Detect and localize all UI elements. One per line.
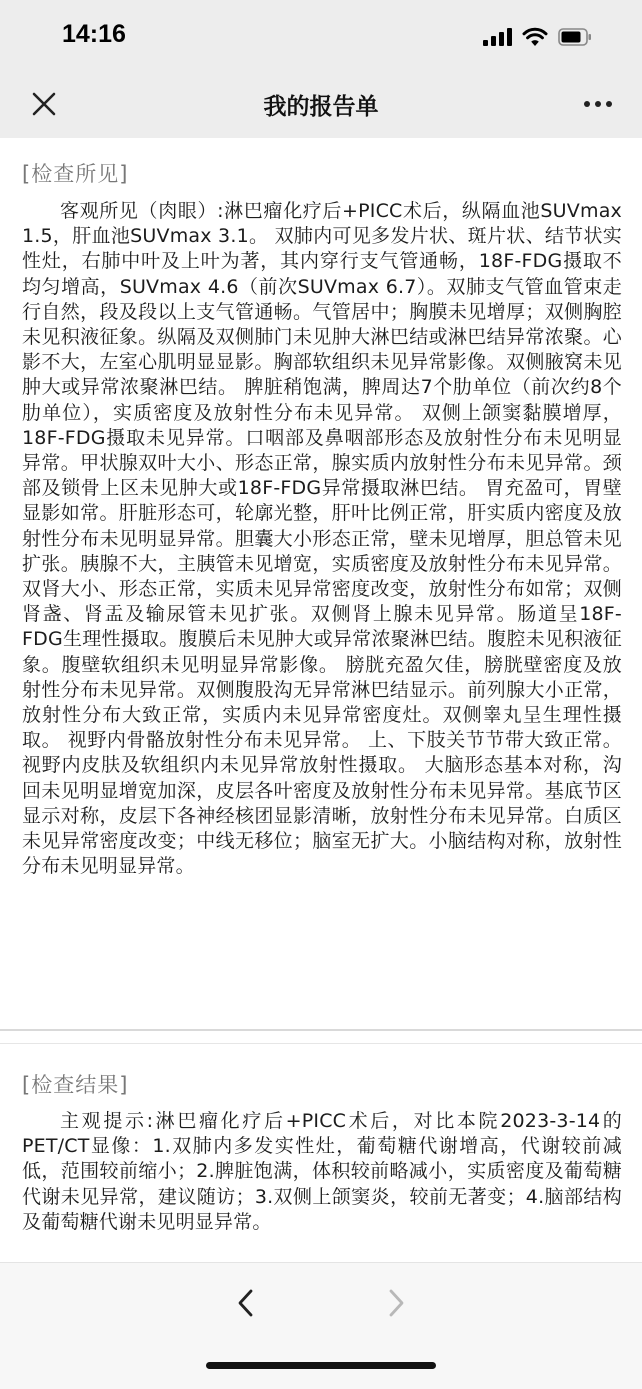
wifi-icon [522,27,548,47]
status-icons [483,26,592,48]
more-button[interactable] [578,84,618,124]
section-divider [0,1043,642,1044]
cellular-signal-icon [483,28,512,46]
chevron-right-icon [376,1283,416,1323]
battery-icon [558,28,592,46]
browser-toolbar [0,1262,642,1389]
results-title: [检查结果] [22,1073,129,1097]
back-button[interactable] [226,1283,266,1323]
section-divider [0,1029,642,1031]
findings-body: 客观所见（肉眼）:淋巴瘤化疗后+PICC术后，纵隔血池SUVmax 1.5，肝血池SUVmax 3.1。 双肺内可见多发片状、斑片状、结节状实性灶，右肺中叶及上叶为著，其内穿行支气管通畅，18F-FDG摄取不均匀增高，SUVmax 4.6（前次SUVmax 6.7）。双肺支气管血管束走行自然，段及段以上支气管通畅。气管居中；胸膜未见增厚；双侧胸腔未见积液征象。纵隔及双侧肺门未见肿大淋巴结或淋巴结异常浓聚。心影不大，左室心肌明显显影。胸部软组织未见异常影像。双侧腋窝未见肿大或异常浓聚淋巴结。 脾脏稍饱满，脾周达7个肋单位（前次约8个肋单位），实质密度及放射性分布未见异常。 双侧上颌窦黏膜增厚，18F-FDG摄取未见异常。口咽部及鼻咽部形态及放射性分布未见明显异常。甲状腺双叶大小、形态正常，腺实质内放射性分布未见异常。颈部及锁骨上区未见肿大或18F-FDG异常摄取淋巴结。 胃充盈可，胃壁显影如常。肝脏形态可，轮廓光整，肝叶比例正常，肝实质内密度及放射性分布未见明显异常。胆囊大小形态正常，壁未见增厚，胆总管未见扩张。胰腺不大，主胰管未见增宽，实质密度及放射性分布未见异常。双肾大小、形态正常，实质未见异常密度改变，放射性分布如常；双侧肾盏、肾盂及输尿管未见扩张。双侧肾上腺未见异常。肠道呈18F-FDG生理性摄取。腹膜后未见肿大或异常浓聚淋巴结。腹腔未见积液征象。腹壁软组织未见明显异常影像。 膀胱充盈欠佳，膀胱壁密度及放射性分布未见异常。双侧腹股沟无异常淋巴结显示。前列腺大小正常，放射性分布大致正常，实质内未见异常密度灶。双侧睾丸呈生理性摄取。 视野内骨骼放射性分布未见异常。 上、下肢关节节带大致正常。视野内皮肤及软组织内未见异常放射性摄取。 大脑形态基本对称，沟回未见明显增宽加深，皮层各叶密度及放射性分布未见异常。基底节区显示对称，皮层下各神经核团显影清晰，放射性分布未见异常。白质区未见异常密度改变；中线无移位；脑室无扩大。小脑结构对称，放射性分布未见明显异常。 [22,200,622,878]
status-time: 14:16 [62,20,126,48]
status-bar [0,0,642,72]
more-icon-dot [595,101,601,107]
home-indicator[interactable] [206,1362,436,1369]
results-body: 主观提示:淋巴瘤化疗后+PICC术后，对比本院2023-3-14的PET/CT显像：1.双肺内多发实性灶，葡萄糖代谢增高，代谢较前减低，范围较前缩小；2.脾脏饱满，体积较前略减小，实质密度及葡萄糖代谢未见异常，建议随访；3.双侧上颌窦炎，较前无著变；4.脑部结构及葡萄糖代谢未见明显异常。 [22,1110,622,1233]
findings-title: [检查所见] [22,162,129,186]
chevron-left-icon [226,1283,266,1323]
nav-bar [0,72,642,138]
more-icon-dot [606,101,612,107]
page-title: 我的报告单 [263,94,379,120]
more-icon-dot [584,101,590,107]
top-area [0,0,642,138]
forward-button[interactable] [376,1283,416,1323]
